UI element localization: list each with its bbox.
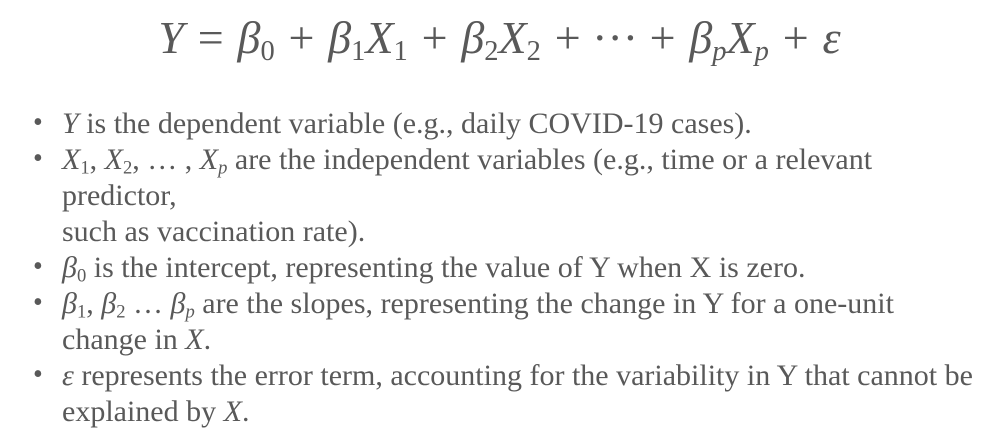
math-var: β	[461, 12, 485, 63]
bullet-marker: •	[33, 142, 43, 174]
math-operator: +	[277, 12, 326, 63]
text-run: explained by	[62, 394, 224, 428]
bullet-text	[62, 107, 752, 140]
text-run: is the dependent variable (e.g., daily COVID-19 cases).	[78, 106, 752, 140]
math-var: ε	[62, 358, 74, 392]
bullet-text	[62, 359, 973, 428]
math-var: X	[104, 142, 123, 176]
math-subscript: 2	[526, 35, 541, 67]
text-run: .	[241, 394, 250, 428]
math-var: X	[498, 12, 527, 63]
text-run: such as vaccination rate).	[62, 214, 366, 248]
text-run: , … ,	[132, 142, 200, 176]
list-item	[0, 106, 999, 142]
math-var: Y	[62, 106, 79, 140]
math-var: X	[223, 394, 242, 428]
list-item	[0, 286, 999, 358]
math-var: β	[101, 286, 117, 320]
math-var: β	[62, 286, 77, 320]
bullet-marker: •	[33, 286, 43, 318]
math-subscript: 2	[116, 301, 126, 323]
math-subscript: 0	[260, 35, 275, 67]
text-run: is the intercept, representing the value of Y when X is zero.	[86, 250, 806, 284]
slide	[0, 8, 999, 428]
math-subscript: p	[712, 35, 727, 67]
text-run: represents the error term, accounting for the variability in Y that cannot be	[73, 358, 973, 392]
math-subscript: p	[218, 157, 228, 179]
math-subscript: 0	[76, 265, 87, 287]
math-var: X	[199, 142, 219, 176]
math-operator: =	[186, 12, 236, 63]
math-var: X	[726, 12, 755, 63]
text-run: are the independent variables (e.g., time or a relevant predictor,	[62, 142, 873, 212]
math-subscript: 1	[351, 35, 366, 67]
text-run: change in	[62, 322, 186, 356]
math-subscript: 2	[122, 157, 133, 179]
list-item	[0, 358, 999, 430]
math-var: X	[365, 12, 394, 63]
math-var: β	[170, 286, 186, 320]
math-var: β	[62, 250, 77, 284]
math-var: β	[689, 12, 713, 63]
regression-formula	[0, 8, 999, 68]
bullet-marker: •	[33, 358, 43, 390]
math-subscript: p	[754, 35, 769, 67]
math-subscript: 1	[393, 35, 408, 67]
text-run: .	[203, 322, 212, 356]
math-operator: +	[410, 12, 460, 63]
math-var: β	[237, 12, 261, 63]
math-var: β	[328, 12, 352, 63]
math-subscript: 1	[76, 301, 87, 323]
text-run: …	[125, 286, 171, 320]
math-var: X	[62, 142, 81, 176]
math-operator: +	[771, 12, 821, 63]
text-run: are the slopes, representing the change in Y for a one-unit	[194, 286, 894, 320]
list-item	[0, 250, 999, 286]
text-run: ,	[89, 142, 105, 176]
bullet-marker: •	[33, 250, 43, 282]
bullet-text	[62, 250, 806, 287]
text-run: ,	[86, 286, 102, 320]
bullet-text	[62, 143, 872, 248]
bullet-list	[0, 106, 999, 430]
math-var: Y	[158, 12, 184, 63]
bullet-marker: •	[33, 106, 43, 138]
math-subscript: 2	[484, 35, 499, 67]
math-subscript: p	[185, 301, 195, 323]
math-operator: + ··· +	[543, 12, 688, 63]
list-item	[0, 142, 999, 250]
bullet-text	[62, 287, 894, 356]
math-subscript: 1	[80, 157, 90, 179]
math-var: ε	[822, 12, 841, 63]
math-var: X	[185, 322, 204, 356]
